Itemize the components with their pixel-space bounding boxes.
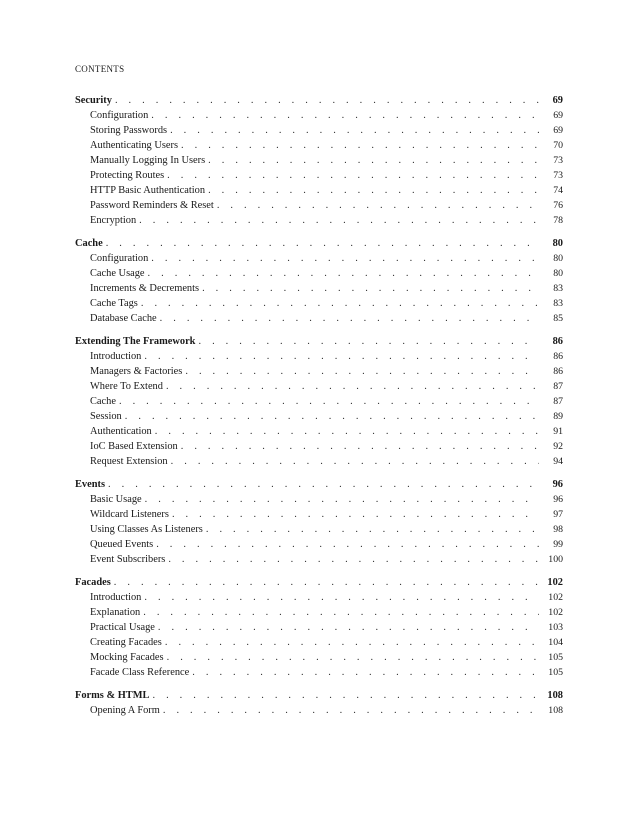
toc-chapter[interactable] <box>75 93 563 108</box>
toc-entry[interactable] <box>75 522 563 537</box>
toc-entry-page-number: 94 <box>553 456 563 467</box>
toc-chapter-page-number: 102 <box>547 577 563 588</box>
toc-entry-title: Cache <box>90 396 116 407</box>
toc-entry-page-number: 80 <box>553 268 563 279</box>
toc-chapter-page-number: 69 <box>552 95 563 106</box>
toc-entry[interactable] <box>75 108 563 123</box>
toc-chapter-section <box>75 93 563 228</box>
toc-entry-title: Session <box>90 411 122 422</box>
toc-entry-title: Storing Passwords <box>90 125 168 136</box>
toc-entry[interactable] <box>75 454 563 469</box>
toc-entry-page-number: 98 <box>553 524 563 535</box>
toc-entry-title: Authenticating Users <box>90 140 179 151</box>
dot-leader <box>143 605 539 620</box>
dot-leader <box>144 349 539 364</box>
toc-entry[interactable] <box>75 537 563 552</box>
dot-leader <box>156 537 539 552</box>
dot-leader <box>181 138 539 153</box>
toc-entry-page-number: 78 <box>553 215 563 226</box>
toc-chapter[interactable] <box>75 688 563 703</box>
dot-leader <box>171 454 539 469</box>
dot-leader <box>148 266 539 281</box>
toc-entry[interactable] <box>75 424 563 439</box>
toc-entry-page-number: 80 <box>553 253 563 264</box>
toc-entry-title: Using Classes As Listeners <box>90 524 203 535</box>
toc-entry-title: Cache Tags <box>90 298 138 309</box>
dot-leader <box>145 492 539 507</box>
dot-leader <box>108 477 539 492</box>
toc-entry-title: Introduction <box>90 351 142 362</box>
toc-entry-title: Cache Usage <box>90 268 145 279</box>
dot-leader <box>217 198 539 213</box>
toc-entry-title: Practical Usage <box>90 622 155 633</box>
toc-entry[interactable] <box>75 123 563 138</box>
toc-chapter-section <box>75 236 563 326</box>
toc-chapter[interactable] <box>75 477 563 492</box>
dot-leader <box>163 703 539 718</box>
toc-chapter-title: Events <box>75 479 106 490</box>
toc-entry-page-number: 103 <box>548 622 563 633</box>
toc-entry-page-number: 102 <box>548 592 563 603</box>
toc-entry-title: Wildcard Listeners <box>90 509 169 520</box>
toc-chapter-section <box>75 477 563 567</box>
toc-chapter[interactable] <box>75 334 563 349</box>
dot-leader <box>185 364 539 379</box>
toc-entry[interactable] <box>75 213 563 228</box>
toc-entry-page-number: 97 <box>553 509 563 520</box>
toc-entry-page-number: 83 <box>553 298 563 309</box>
toc-entry-page-number: 86 <box>553 366 563 377</box>
toc-entry[interactable] <box>75 138 563 153</box>
toc-entry-page-number: 87 <box>553 381 563 392</box>
dot-leader <box>165 635 539 650</box>
toc-entry-title: Protecting Routes <box>90 170 165 181</box>
dot-leader <box>119 394 539 409</box>
toc-entry-title: Password Reminders & Reset <box>90 200 214 211</box>
dot-leader <box>192 665 539 680</box>
dot-leader <box>181 439 539 454</box>
toc-entry-page-number: 92 <box>553 441 563 452</box>
toc-entry-page-number: 100 <box>548 554 563 565</box>
dot-leader <box>114 575 539 590</box>
toc-entry-page-number: 74 <box>553 185 563 196</box>
toc-chapter-title: Extending The Framework <box>75 336 196 347</box>
dot-leader <box>198 334 539 349</box>
toc-entry[interactable] <box>75 153 563 168</box>
toc-chapter-section <box>75 575 563 680</box>
toc-entry[interactable] <box>75 439 563 454</box>
toc-entry-page-number: 85 <box>553 313 563 324</box>
toc-entry[interactable] <box>75 635 563 650</box>
dot-leader <box>206 522 539 537</box>
toc-entry-title: Configuration <box>90 253 149 264</box>
toc-entry[interactable] <box>75 296 563 311</box>
toc-entry[interactable] <box>75 349 563 364</box>
toc-chapter-page-number: 80 <box>552 238 563 249</box>
toc-entry-title: Creating Facades <box>90 637 162 648</box>
toc-chapter-page-number: 108 <box>547 690 563 701</box>
toc-entry-title: Request Extension <box>90 456 168 467</box>
toc-entry[interactable] <box>75 183 563 198</box>
toc-entry[interactable] <box>75 507 563 522</box>
dot-leader <box>144 590 539 605</box>
dot-leader <box>155 424 539 439</box>
toc-entry[interactable] <box>75 251 563 266</box>
toc-chapter[interactable] <box>75 575 563 590</box>
toc-entry-page-number: 104 <box>548 637 563 648</box>
table-of-contents <box>75 93 563 726</box>
toc-entry-page-number: 105 <box>548 652 563 663</box>
dot-leader <box>208 183 539 198</box>
toc-chapter[interactable] <box>75 236 563 251</box>
toc-entry[interactable] <box>75 409 563 424</box>
dot-leader <box>141 296 539 311</box>
toc-entry[interactable] <box>75 281 563 296</box>
toc-entry-title: Opening A Form <box>90 705 160 716</box>
toc-chapter-title: Facades <box>75 577 111 588</box>
dot-leader <box>172 507 539 522</box>
dot-leader <box>115 93 539 108</box>
toc-entry-page-number: 76 <box>553 200 563 211</box>
dot-leader <box>168 552 539 567</box>
toc-entry[interactable] <box>75 379 563 394</box>
dot-leader <box>125 409 539 424</box>
dot-leader <box>106 236 539 251</box>
toc-entry-page-number: 89 <box>553 411 563 422</box>
toc-chapter-title: Forms & HTML <box>75 690 150 701</box>
toc-entry[interactable] <box>75 492 563 507</box>
toc-entry-title: Authentication <box>90 426 152 437</box>
toc-entry-title: Manually Logging In Users <box>90 155 206 166</box>
dot-leader <box>160 311 539 326</box>
toc-entry-title: Introduction <box>90 592 142 603</box>
toc-entry-page-number: 86 <box>553 351 563 362</box>
dot-leader <box>139 213 539 228</box>
toc-entry-page-number: 87 <box>553 396 563 407</box>
toc-entry[interactable] <box>75 590 563 605</box>
toc-entry[interactable] <box>75 364 563 379</box>
toc-entry[interactable] <box>75 168 563 183</box>
toc-entry-page-number: 83 <box>553 283 563 294</box>
toc-entry[interactable] <box>75 394 563 409</box>
toc-entry[interactable] <box>75 311 563 326</box>
toc-entry-page-number: 70 <box>553 140 563 151</box>
toc-entry[interactable] <box>75 665 563 680</box>
toc-entry-title: Basic Usage <box>90 494 142 505</box>
dot-leader <box>167 650 539 665</box>
toc-entry[interactable] <box>75 552 563 567</box>
toc-entry-page-number: 102 <box>548 607 563 618</box>
toc-entry-page-number: 73 <box>553 170 563 181</box>
toc-entry[interactable] <box>75 703 563 718</box>
dot-leader <box>208 153 539 168</box>
toc-entry-page-number: 73 <box>553 155 563 166</box>
dot-leader <box>152 688 539 703</box>
toc-chapter-section <box>75 334 563 469</box>
dot-leader <box>158 620 539 635</box>
toc-entry[interactable] <box>75 620 563 635</box>
dot-leader <box>151 108 539 123</box>
dot-leader <box>166 379 539 394</box>
toc-entry-title: Configuration <box>90 110 149 121</box>
toc-entry-title: Increments & Decrements <box>90 283 200 294</box>
toc-entry-title: Encryption <box>90 215 137 226</box>
toc-entry[interactable] <box>75 650 563 665</box>
toc-entry-title: Facade Class Reference <box>90 667 190 678</box>
toc-chapter-page-number: 96 <box>552 479 563 490</box>
toc-chapter-title: Cache <box>75 238 103 249</box>
toc-entry-title: Queued Events <box>90 539 154 550</box>
toc-entry-page-number: 96 <box>553 494 563 505</box>
toc-entry-page-number: 105 <box>548 667 563 678</box>
toc-entry[interactable] <box>75 266 563 281</box>
toc-entry-title: Managers & Factories <box>90 366 183 377</box>
toc-entry-title: Database Cache <box>90 313 157 324</box>
toc-entry-page-number: 108 <box>548 705 563 716</box>
toc-entry-page-number: 69 <box>553 125 563 136</box>
running-header: CONTENTS <box>75 64 125 74</box>
toc-entry-title: Event Subscribers <box>90 554 166 565</box>
toc-chapter-section <box>75 688 563 718</box>
toc-entry[interactable] <box>75 605 563 620</box>
toc-entry-title: Explanation <box>90 607 141 618</box>
dot-leader <box>202 281 539 296</box>
toc-entry-title: IoC Based Extension <box>90 441 178 452</box>
toc-chapter-title: Security <box>75 95 112 106</box>
dot-leader <box>151 251 539 266</box>
toc-entry-title: Mocking Facades <box>90 652 164 663</box>
dot-leader <box>167 168 539 183</box>
dot-leader <box>170 123 539 138</box>
toc-entry[interactable] <box>75 198 563 213</box>
toc-entry-page-number: 99 <box>553 539 563 550</box>
toc-chapter-page-number: 86 <box>552 336 563 347</box>
toc-entry-page-number: 91 <box>553 426 563 437</box>
toc-entry-page-number: 69 <box>553 110 563 121</box>
toc-entry-title: HTTP Basic Authentication <box>90 185 206 196</box>
toc-entry-title: Where To Extend <box>90 381 163 392</box>
